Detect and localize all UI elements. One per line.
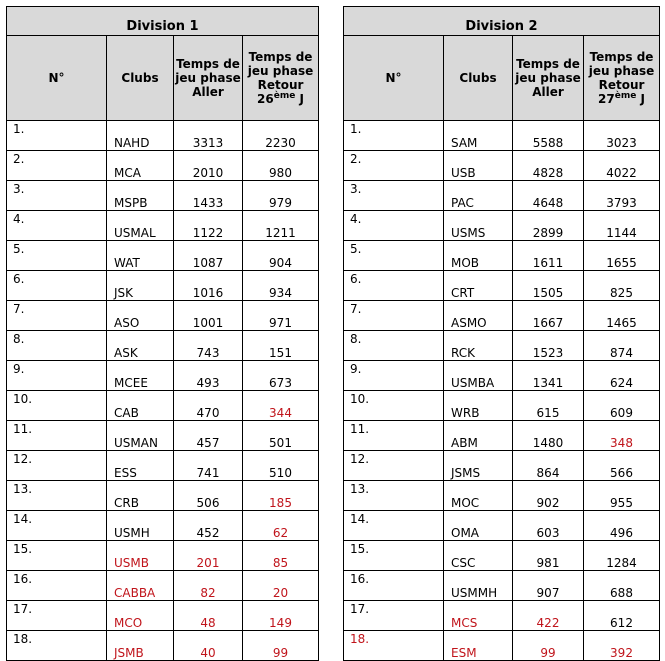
retour-time-cell: 1284 (584, 541, 660, 571)
aller-time-cell: 2010 (174, 151, 243, 181)
club-cell: OMA (444, 511, 513, 541)
rank-cell: 9. (344, 361, 444, 391)
club-cell: ASO (107, 301, 174, 331)
aller-time-cell: 48 (174, 601, 243, 631)
club-cell: JSMB (107, 631, 174, 661)
rank-cell: 2. (7, 151, 107, 181)
rank-cell: 17. (7, 601, 107, 631)
aller-time-cell: 1505 (513, 271, 584, 301)
aller-time-cell: 743 (174, 331, 243, 361)
table-row (344, 511, 660, 541)
aller-time-cell: 1341 (513, 361, 584, 391)
club-cell: ASK (107, 331, 174, 361)
club-cell: WAT (107, 241, 174, 271)
aller-time-cell: 82 (174, 571, 243, 601)
retour-time-cell: 392 (584, 631, 660, 661)
aller-time-cell: 201 (174, 541, 243, 571)
table-row (7, 241, 319, 271)
retour-time-cell: 673 (243, 361, 319, 391)
aller-time-cell: 1122 (174, 211, 243, 241)
header-number: N° (344, 36, 444, 121)
club-cell: USMS (444, 211, 513, 241)
retour-time-cell: 1655 (584, 241, 660, 271)
retour-time-cell: 510 (243, 451, 319, 481)
aller-time-cell: 615 (513, 391, 584, 421)
club-cell: USMB (107, 541, 174, 571)
retour-time-cell: 2230 (243, 121, 319, 151)
aller-time-cell: 3313 (174, 121, 243, 151)
rank-cell: 5. (7, 241, 107, 271)
table-row (344, 271, 660, 301)
retour-time-cell: 874 (584, 331, 660, 361)
club-cell: USMAN (107, 421, 174, 451)
table-row (344, 211, 660, 241)
rank-cell: 1. (344, 121, 444, 151)
table-row (7, 151, 319, 181)
club-cell: ESS (107, 451, 174, 481)
club-cell: CRT (444, 271, 513, 301)
header-retour-text: Temps de jeu phase Retour 26 (247, 50, 314, 106)
rank-cell: 14. (344, 511, 444, 541)
retour-time-cell: 825 (584, 271, 660, 301)
aller-time-cell: 422 (513, 601, 584, 631)
club-cell: MSPB (107, 181, 174, 211)
rank-cell: 8. (7, 331, 107, 361)
aller-time-cell: 470 (174, 391, 243, 421)
club-cell: CRB (107, 481, 174, 511)
retour-time-cell: 971 (243, 301, 319, 331)
aller-time-cell: 40 (174, 631, 243, 661)
aller-time-cell: 902 (513, 481, 584, 511)
club-cell: CSC (444, 541, 513, 571)
rank-cell: 10. (344, 391, 444, 421)
club-cell: NAHD (107, 121, 174, 151)
rank-cell: 11. (344, 421, 444, 451)
club-cell: MOC (444, 481, 513, 511)
aller-time-cell: 452 (174, 511, 243, 541)
header-retour (584, 36, 660, 121)
header-retour-text: Temps de jeu phase Retour 27 (588, 50, 655, 106)
table-row (344, 121, 660, 151)
table-row (7, 571, 319, 601)
rank-cell: 7. (344, 301, 444, 331)
aller-time-cell: 603 (513, 511, 584, 541)
retour-time-cell: 501 (243, 421, 319, 451)
division-1-rows (7, 121, 319, 661)
rank-cell: 13. (344, 481, 444, 511)
retour-time-cell: 149 (243, 601, 319, 631)
club-cell: USMBA (444, 361, 513, 391)
retour-time-cell: 904 (243, 241, 319, 271)
rank-cell: 6. (7, 271, 107, 301)
table-row (7, 121, 319, 151)
retour-time-cell: 1465 (584, 301, 660, 331)
retour-time-cell: 3793 (584, 181, 660, 211)
club-cell: RCK (444, 331, 513, 361)
retour-time-cell: 185 (243, 481, 319, 511)
aller-time-cell: 4648 (513, 181, 584, 211)
club-cell: USB (444, 151, 513, 181)
club-cell: MOB (444, 241, 513, 271)
rank-cell: 7. (7, 301, 107, 331)
aller-time-cell: 1433 (174, 181, 243, 211)
aller-time-cell: 741 (174, 451, 243, 481)
header-number: N° (7, 36, 107, 121)
retour-time-cell: 348 (584, 421, 660, 451)
header-aller: Temps de jeu phase Aller (513, 36, 584, 121)
aller-time-cell: 1523 (513, 331, 584, 361)
retour-time-cell: 496 (584, 511, 660, 541)
retour-time-cell: 609 (584, 391, 660, 421)
table-row (344, 301, 660, 331)
rank-cell: 15. (7, 541, 107, 571)
club-cell: PAC (444, 181, 513, 211)
retour-time-cell: 99 (243, 631, 319, 661)
table-row (7, 211, 319, 241)
club-cell: USMMH (444, 571, 513, 601)
table-row (7, 181, 319, 211)
retour-time-cell: 624 (584, 361, 660, 391)
club-cell: JSK (107, 271, 174, 301)
club-cell: MCS (444, 601, 513, 631)
table-row (344, 421, 660, 451)
club-cell: ASMO (444, 301, 513, 331)
table-row (344, 481, 660, 511)
division-2-table (343, 6, 660, 661)
header-retour-suffix: J (295, 92, 304, 106)
rank-cell: 18. (344, 631, 444, 661)
header-retour (243, 36, 319, 121)
header-clubs: Clubs (107, 36, 174, 121)
retour-time-cell: 688 (584, 571, 660, 601)
table-row (344, 181, 660, 211)
aller-time-cell: 981 (513, 541, 584, 571)
header-retour-suffix: J (636, 92, 645, 106)
aller-time-cell: 1087 (174, 241, 243, 271)
table-row (7, 271, 319, 301)
aller-time-cell: 493 (174, 361, 243, 391)
rank-cell: 15. (344, 541, 444, 571)
club-cell: MCA (107, 151, 174, 181)
aller-time-cell: 907 (513, 571, 584, 601)
retour-time-cell: 1144 (584, 211, 660, 241)
table-row (7, 331, 319, 361)
table-row (7, 511, 319, 541)
retour-time-cell: 20 (243, 571, 319, 601)
club-cell: ESM (444, 631, 513, 661)
club-cell: SAM (444, 121, 513, 151)
header-retour-sup: ème (614, 91, 637, 101)
retour-time-cell: 955 (584, 481, 660, 511)
rank-cell: 11. (7, 421, 107, 451)
table-row (344, 571, 660, 601)
retour-time-cell: 612 (584, 601, 660, 631)
table-row (344, 361, 660, 391)
table-row (344, 241, 660, 271)
table-row (7, 481, 319, 511)
table-row (344, 601, 660, 631)
retour-time-cell: 980 (243, 151, 319, 181)
club-cell: WRB (444, 391, 513, 421)
rank-cell: 17. (344, 601, 444, 631)
retour-time-cell: 566 (584, 451, 660, 481)
table-row (7, 421, 319, 451)
rank-cell: 8. (344, 331, 444, 361)
division-2-rows (344, 121, 660, 661)
table-row (344, 391, 660, 421)
header-retour-sup: ème (273, 91, 296, 101)
aller-time-cell: 4828 (513, 151, 584, 181)
aller-time-cell: 99 (513, 631, 584, 661)
table-row (7, 601, 319, 631)
table-row (344, 331, 660, 361)
header-aller: Temps de jeu phase Aller (174, 36, 243, 121)
retour-time-cell: 934 (243, 271, 319, 301)
rank-cell: 5. (344, 241, 444, 271)
table-row (7, 301, 319, 331)
rank-cell: 3. (344, 181, 444, 211)
club-cell: ABM (444, 421, 513, 451)
club-cell: MCO (107, 601, 174, 631)
table-row (344, 631, 660, 661)
aller-time-cell: 1667 (513, 301, 584, 331)
rank-cell: 16. (7, 571, 107, 601)
retour-time-cell: 3023 (584, 121, 660, 151)
rank-cell: 9. (7, 361, 107, 391)
aller-time-cell: 1480 (513, 421, 584, 451)
rank-cell: 18. (7, 631, 107, 661)
aller-time-cell: 457 (174, 421, 243, 451)
retour-time-cell: 1211 (243, 211, 319, 241)
aller-time-cell: 1611 (513, 241, 584, 271)
rank-cell: 12. (7, 451, 107, 481)
club-cell: CABBA (107, 571, 174, 601)
rank-cell: 4. (7, 211, 107, 241)
rank-cell: 14. (7, 511, 107, 541)
club-cell: JSMS (444, 451, 513, 481)
club-cell: CAB (107, 391, 174, 421)
table-row (344, 151, 660, 181)
rank-cell: 16. (344, 571, 444, 601)
header-clubs: Clubs (444, 36, 513, 121)
retour-time-cell: 344 (243, 391, 319, 421)
aller-time-cell: 5588 (513, 121, 584, 151)
rank-cell: 10. (7, 391, 107, 421)
retour-time-cell: 151 (243, 331, 319, 361)
club-cell: USMH (107, 511, 174, 541)
club-cell: USMAL (107, 211, 174, 241)
retour-time-cell: 979 (243, 181, 319, 211)
rank-cell: 6. (344, 271, 444, 301)
rank-cell: 3. (7, 181, 107, 211)
table-row (7, 631, 319, 661)
table-row (7, 361, 319, 391)
rank-cell: 12. (344, 451, 444, 481)
rank-cell: 4. (344, 211, 444, 241)
rank-cell: 13. (7, 481, 107, 511)
table-row (344, 541, 660, 571)
rank-cell: 1. (7, 121, 107, 151)
retour-time-cell: 62 (243, 511, 319, 541)
division-title: Division 2 (344, 7, 660, 36)
aller-time-cell: 864 (513, 451, 584, 481)
table-row (7, 541, 319, 571)
table-row (344, 451, 660, 481)
aller-time-cell: 1001 (174, 301, 243, 331)
aller-time-cell: 1016 (174, 271, 243, 301)
rank-cell: 2. (344, 151, 444, 181)
table-row (7, 451, 319, 481)
division-title: Division 1 (7, 7, 319, 36)
aller-time-cell: 2899 (513, 211, 584, 241)
table-row (7, 391, 319, 421)
aller-time-cell: 506 (174, 481, 243, 511)
division-1-table (6, 6, 319, 661)
retour-time-cell: 85 (243, 541, 319, 571)
retour-time-cell: 4022 (584, 151, 660, 181)
club-cell: MCEE (107, 361, 174, 391)
